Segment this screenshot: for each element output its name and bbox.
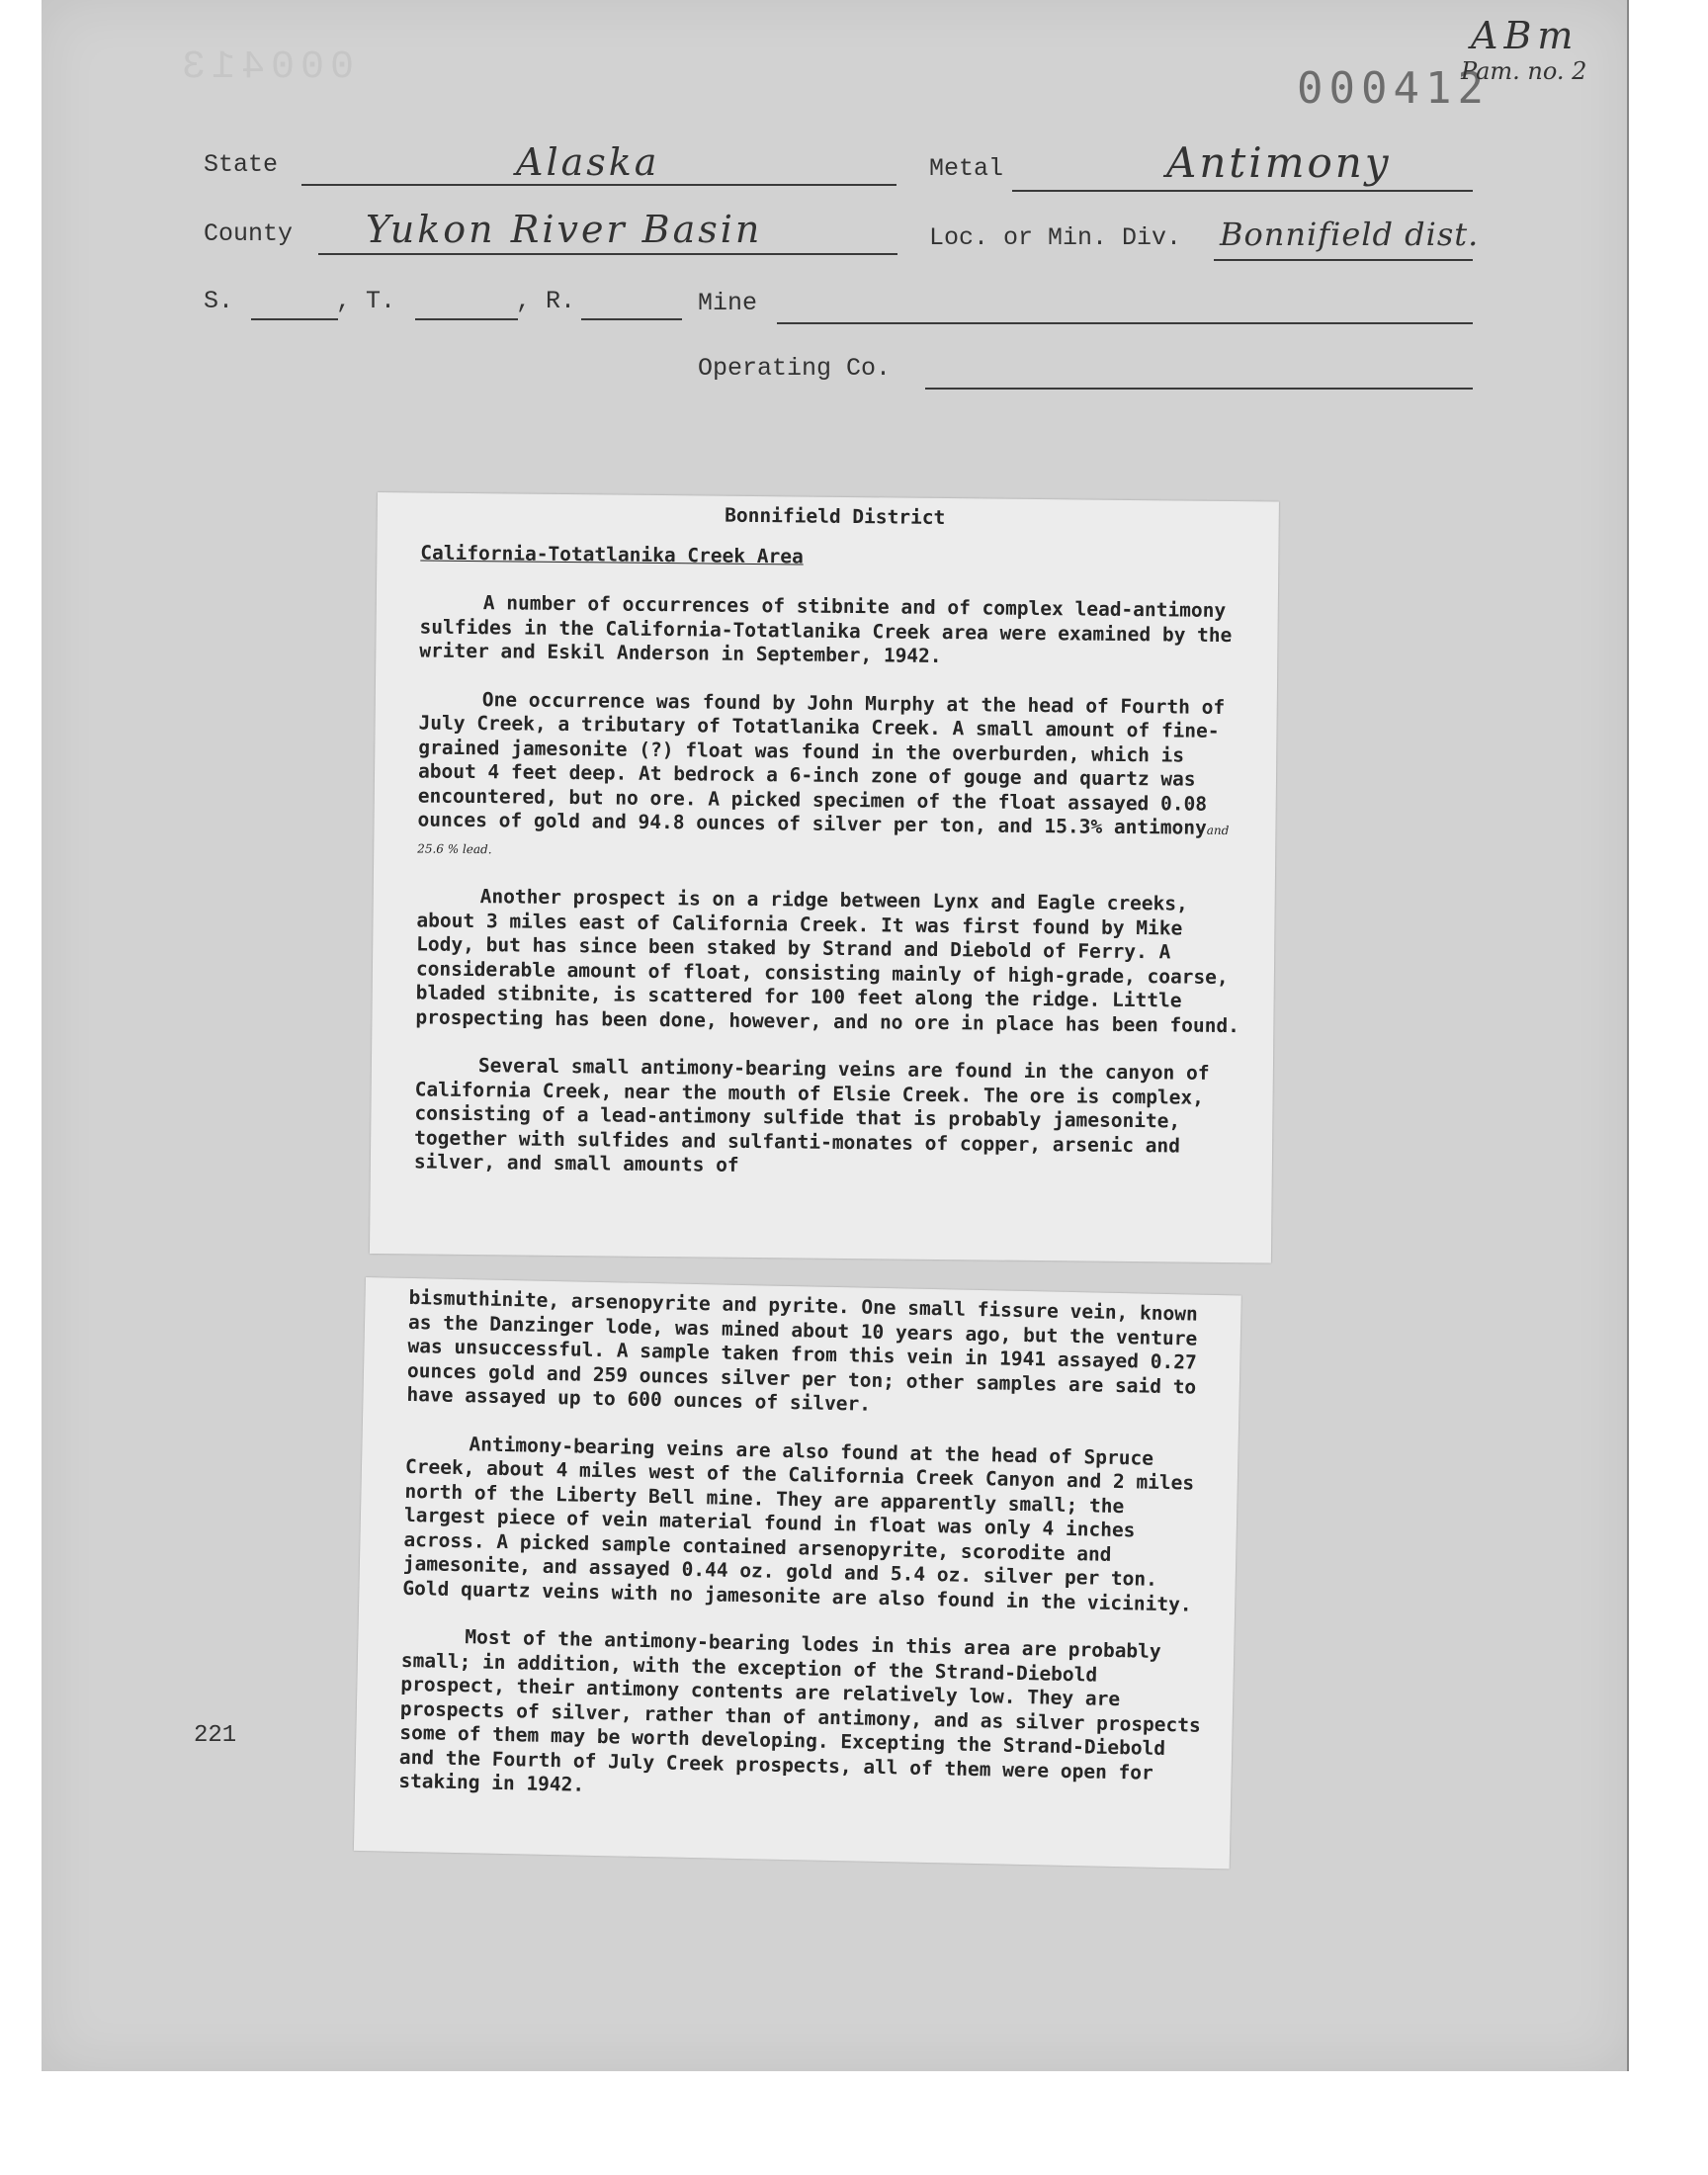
paragraph-4: Several small antimony-bearing veins are found in the canyon of California Creek, near the mouth of Elsie Creek. The ore is complex, consisting of a lead-antimony sulfide that is probably jamesonite, together with sulfides and sulfanti-monates of copper, arsenic and silver, and small amounts of: [413, 1054, 1210, 1176]
paragraph-6: Antimony-bearing veins are also found at the head of Spruce Creek, about 4 miles west of the California Creek Canyon and 2 miles north of the Liberty Bell mine. They are apparently small; the largest piece of vein material found in float was only 4 inches across. A picked sample contained arsenopyrite, scorodite and jamesonite, and assayed 0.44 oz. gold and 5.4 oz. silver per ton. Gold quartz veins with no jamesonite are also found in the vicinity.: [402, 1432, 1195, 1616]
paragraph-5: bismuthinite, arsenopyrite and pyrite. One small fissure vein, known as the Danzinger lode, was mined about 10 years ago, but the venture was unsuccessful. A sample taken from this vein in 1941 assayed 0.27 ounces gold and 259 ounces silver per ton; other samples are said to have assayed up to 600 ounces of silver.: [406, 1285, 1198, 1416]
section-label: S.: [204, 287, 234, 315]
state-line: [301, 184, 897, 186]
paragraph-1: A number of occurrences of stibnite and of complex lead-antimony sulfides in the California-Totatlanika Creek area were examined by the writer and Eskil Anderson in September, 1942.: [419, 591, 1233, 667]
bleed-through-number: 000413: [176, 45, 355, 90]
handwritten-initials: ABm: [1471, 14, 1580, 57]
section-line: [251, 318, 338, 320]
operating-co-label: Operating Co.: [698, 354, 892, 383]
paragraph-3: Another prospect is on a ridge between Lynx and Eagle creeks, about 3 miles east of California Creek. It was first found by Mike Lody, but has since been staked by Strand and Diebold of Ferry. A considerable amount of float, consisting mainly of high-grade, coarse, bladed stibnite, is scattered for 100 feet along the ridge. Little prospecting has been done, however, and no ore in place has been found.: [415, 885, 1240, 1037]
article-clipping-bottom: [354, 1277, 1241, 1869]
loc-line: [1214, 259, 1473, 261]
handwritten-lead-insert: and 25.6 % lead.: [417, 823, 1230, 856]
state-value: Alaska: [516, 140, 660, 184]
district-heading: Bonnifield District: [725, 503, 946, 530]
mine-label: Mine: [698, 289, 758, 317]
paragraph-2: [417, 687, 1247, 869]
township-line: [415, 318, 518, 320]
county-line: [318, 253, 897, 255]
sheet-edge: [1627, 0, 1629, 2071]
loc-label: Loc. or Min. Div.: [929, 223, 1182, 252]
document-number-stamp: 000412: [1297, 63, 1490, 114]
metal-label: Metal: [929, 154, 1004, 183]
county-label: County: [204, 219, 294, 248]
handwritten-pam-number: Pam. no. 2: [1461, 57, 1587, 85]
state-label: State: [204, 150, 279, 179]
area-subheading: California-Totatlanika Creek Area: [420, 540, 804, 568]
operating-co-line: [925, 388, 1473, 390]
township-label: , T.: [336, 287, 396, 315]
mine-line: [777, 322, 1473, 324]
loc-value: Bonnifield dist.: [1220, 216, 1480, 253]
metal-value: Antimony: [1166, 138, 1392, 187]
article-clipping-top: [370, 492, 1279, 1263]
range-label: , R.: [516, 287, 576, 315]
metal-line: [1012, 190, 1473, 192]
county-value: Yukon River Basin: [366, 208, 763, 251]
paragraph-7: Most of the antimony-bearing lodes in this area are probably small; in addition, with the exception of the Strand-Diebold prospect, their antimony contents are relatively low. They are prospects of silver, rather than of antimony, and as silver prospects some of them may be worth developing. Excepting the Strand-Diebold and the Fourth of July Creek prospects, all of them were open for staking in 1942.: [398, 1625, 1202, 1796]
range-line: [581, 318, 682, 320]
paragraph-2-text: One occurrence was found by John Murphy at the head of Fourth of July Creek, a tributary of Totatlanika Creek. A small amount of fine-grained jamesonite (?) float was found in the overburden, which is about 4 feet deep. At bedrock a 6-inch zone of gouge and quartz was encountered, but no ore. A picked specimen of the float assayed 0.08 ounces of gold and 94.8 ounces of silver per ton, and 15.3% antimony: [417, 687, 1226, 839]
page-number: 221: [194, 1722, 237, 1749]
